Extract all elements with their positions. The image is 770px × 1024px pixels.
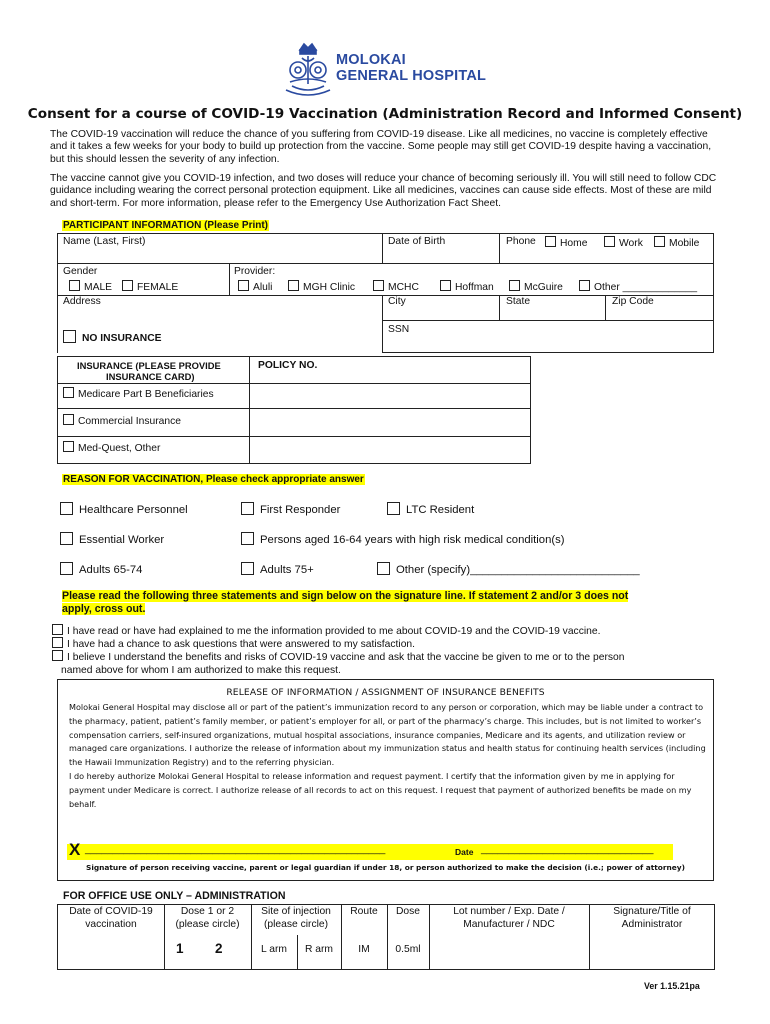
office-col-dose: Dose: [395, 906, 421, 917]
checkbox-icon[interactable]: [122, 280, 133, 291]
office-col-lot: Lot number / Exp. Date / Manufacturer / NDC: [453, 906, 565, 930]
site-option-right-arm[interactable]: R arm: [304, 944, 334, 955]
checkbox-icon[interactable]: [604, 236, 615, 247]
intro-paragraph-2: The vaccine cannot give you COVID-19 infection, and two doses will reduce your chance of becoming seriously ill. You will still need to follow CDC guidance including wearing the correct personal protection equipment. Like all medicines, vaccines can cause side effects. Most of these are mild and short-term. For more information, please refer to the Emergency Use Authorization Fact Sheet.: [50, 173, 717, 209]
statement-2[interactable]: I have had a chance to ask questions that were answered to my satisfaction.: [52, 637, 415, 650]
dose-option-1[interactable]: 1: [176, 941, 184, 956]
checkbox-icon[interactable]: [60, 502, 73, 515]
molokai-crest-logo-icon: [278, 40, 334, 100]
office-col-route: Route: [350, 906, 378, 917]
phone-field-label[interactable]: Phone: [506, 236, 536, 247]
reason-high-risk-16-64[interactable]: Persons aged 16-64 years with high risk medical condition(s): [241, 532, 565, 546]
phone-type-mobile[interactable]: Mobile: [654, 236, 699, 250]
checkbox-icon[interactable]: [52, 637, 63, 648]
statement-3[interactable]: I believe I understand the benefits and risks of COVID-19 vaccine and ask that the vaccine be given to me or to the person named above for whom I am authorized to make this request.: [52, 650, 625, 677]
gender-female-option[interactable]: FEMALE: [122, 280, 178, 294]
checkbox-icon[interactable]: [288, 280, 299, 291]
checkbox-icon[interactable]: [60, 562, 73, 575]
checkbox-icon[interactable]: [373, 280, 384, 291]
checkbox-icon[interactable]: [440, 280, 451, 291]
reason-other-specify[interactable]: Other (specify)___________________________: [377, 562, 640, 576]
checkbox-icon[interactable]: [60, 532, 73, 545]
checkbox-icon[interactable]: [377, 562, 390, 575]
provider-mgh-clinic-option[interactable]: MGH Clinic: [288, 280, 355, 294]
checkbox-icon[interactable]: [63, 330, 76, 343]
checkbox-icon[interactable]: [52, 650, 63, 661]
insurance-option-medicare[interactable]: Medicare Part B Beneficiaries: [63, 387, 214, 401]
phone-type-work[interactable]: Work: [604, 236, 643, 250]
phone-type-home[interactable]: Home: [545, 236, 587, 250]
checkbox-icon[interactable]: [241, 502, 254, 515]
dob-field-label[interactable]: Date of Birth: [388, 236, 446, 247]
reason-healthcare-personnel[interactable]: Healthcare Personnel: [60, 502, 188, 516]
signature-caption: Signature of person receiving vaccine, parent or legal guardian if under 18, or person authorized to make the decision (i.e.; power of attorney): [86, 863, 685, 872]
release-title: RELEASE OF INFORMATION / ASSIGNMENT OF INSURANCE BENEFITS: [226, 687, 545, 698]
name-field-label[interactable]: Name (Last, First): [63, 236, 146, 247]
statement-1[interactable]: I have read or have had explained to me the information provided to me about COVID-19 and the COVID-19 vaccine.: [52, 624, 600, 637]
insurance-option-commercial[interactable]: Commercial Insurance: [63, 414, 181, 428]
checkbox-icon[interactable]: [241, 562, 254, 575]
provider-mchc-option[interactable]: MCHC: [373, 280, 419, 294]
reason-adults-75-plus[interactable]: Adults 75+: [241, 562, 314, 576]
provider-hoffman-option[interactable]: Hoffman: [440, 280, 494, 294]
city-field-label[interactable]: City: [388, 296, 406, 307]
checkbox-icon[interactable]: [654, 236, 665, 247]
office-col-signature: Signature/Title of Administrator: [613, 906, 691, 930]
provider-aluli-option[interactable]: Aluli: [238, 280, 272, 294]
address-field-label[interactable]: Address: [63, 296, 101, 307]
provider-other-option[interactable]: Other _____________: [579, 280, 697, 294]
reason-heading: REASON FOR VACCINATION, Please check appropriate answer: [63, 474, 364, 485]
date-underline[interactable]: _______________________________: [481, 844, 654, 855]
policy-number-header: POLICY NO.: [258, 360, 318, 371]
org-name-line1: MOLOKAI: [336, 52, 406, 68]
office-col-date: Date of COVID-19 vaccination: [69, 906, 153, 930]
release-paragraph-1: Molokai General Hospital may disclose all or part of the patient’s immunization record to any person or corporation, which may be liable under a contract to the pharmacy, patient, patient’s family member, or patient’s employer for all, or part of the pharmacy’s charge. This includes, but is not limited to worker’s compensation carriers, self-insured organizations, mutual hospital associations, insurance companies, Medicare and its agents, and utilization review or managed care organizations. I authorize the release of information about my immunization status and health status for continuing health services (including the Hawaii Immunization Registry) and to the referring physician.: [69, 702, 706, 768]
insurance-option-med-quest[interactable]: Med-Quest, Other: [63, 441, 160, 455]
insurance-column-header: INSURANCE (PLEASE PROVIDE INSURANCE CARD): [77, 360, 221, 382]
release-paragraph-2: I do hereby authorize Molokai General Hospital to release information and request payment. I certify that the information given by me in applying for payment under Medicare is correct. I authorize release of all records to act on this request. I request that payment of authorized benefits be made on my behalf.: [69, 770, 692, 809]
signature-x-mark: X: [69, 840, 81, 859]
zip-code-field-label[interactable]: Zip Code: [612, 296, 654, 307]
statements-instruction: Please read the following three statements and sign below on the signature line. If statement 2 and/or 3 does not apply, cross out.: [62, 590, 629, 615]
route-value: IM: [358, 944, 370, 955]
ssn-field-label[interactable]: SSN: [388, 324, 410, 335]
signature-line[interactable]: [67, 840, 673, 860]
checkbox-icon[interactable]: [63, 441, 74, 452]
org-name-line2: GENERAL HOSPITAL: [336, 68, 487, 84]
reason-adults-65-74[interactable]: Adults 65-74: [60, 562, 142, 576]
reason-first-responder[interactable]: First Responder: [241, 502, 340, 516]
organization-name: [336, 52, 486, 84]
release-body: [69, 701, 707, 811]
dose-value: 0.5ml: [395, 944, 421, 955]
checkbox-icon[interactable]: [238, 280, 249, 291]
reason-ltc-resident[interactable]: LTC Resident: [387, 502, 474, 516]
site-option-left-arm[interactable]: L arm: [261, 944, 287, 955]
gender-male-option[interactable]: MALE: [69, 280, 112, 294]
release-of-information-box: [57, 679, 714, 881]
date-label: Date: [455, 847, 474, 857]
checkbox-icon[interactable]: [241, 532, 254, 545]
reason-essential-worker[interactable]: Essential Worker: [60, 532, 164, 546]
checkbox-icon[interactable]: [63, 387, 74, 398]
checkbox-icon[interactable]: [545, 236, 556, 247]
provider-label: Provider:: [234, 266, 276, 277]
office-use-heading: FOR OFFICE USE ONLY – ADMINISTRATION: [63, 890, 286, 902]
version-label: Ver 1.15.21pa: [644, 981, 700, 991]
office-use-table: [57, 904, 715, 970]
checkbox-icon[interactable]: [387, 502, 400, 515]
no-insurance-option[interactable]: NO INSURANCE: [63, 330, 162, 345]
participant-info-heading: PARTICIPANT INFORMATION (Please Print): [63, 220, 269, 231]
signature-underline: ______________________________________________________: [85, 844, 386, 855]
provider-mcguire-option[interactable]: McGuire: [509, 280, 563, 294]
office-col-dose-number: Dose 1 or 2 (please circle): [175, 906, 240, 930]
checkbox-icon[interactable]: [63, 414, 74, 425]
checkbox-icon[interactable]: [52, 624, 63, 635]
office-col-site: Site of injection (please circle): [261, 906, 331, 930]
gender-label: Gender: [63, 266, 98, 277]
checkbox-icon[interactable]: [509, 280, 520, 291]
intro-paragraph-1: The COVID-19 vaccination will reduce the chance of you suffering from COVID-19 disease. Like all medicines, no vaccine is completely effective and it takes a few weeks for your body to build up protection from the vaccine. Some people may still get COVID-19 despite having a vaccination, but this should lessen the severity of any infection.: [50, 129, 712, 165]
checkbox-icon[interactable]: [579, 280, 590, 291]
checkbox-icon[interactable]: [69, 280, 80, 291]
state-field-label[interactable]: State: [506, 296, 531, 307]
dose-option-2[interactable]: 2: [215, 941, 223, 956]
document-title: Consent for a course of COVID-19 Vaccination (Administration Record and Informed Consent): [27, 106, 743, 122]
